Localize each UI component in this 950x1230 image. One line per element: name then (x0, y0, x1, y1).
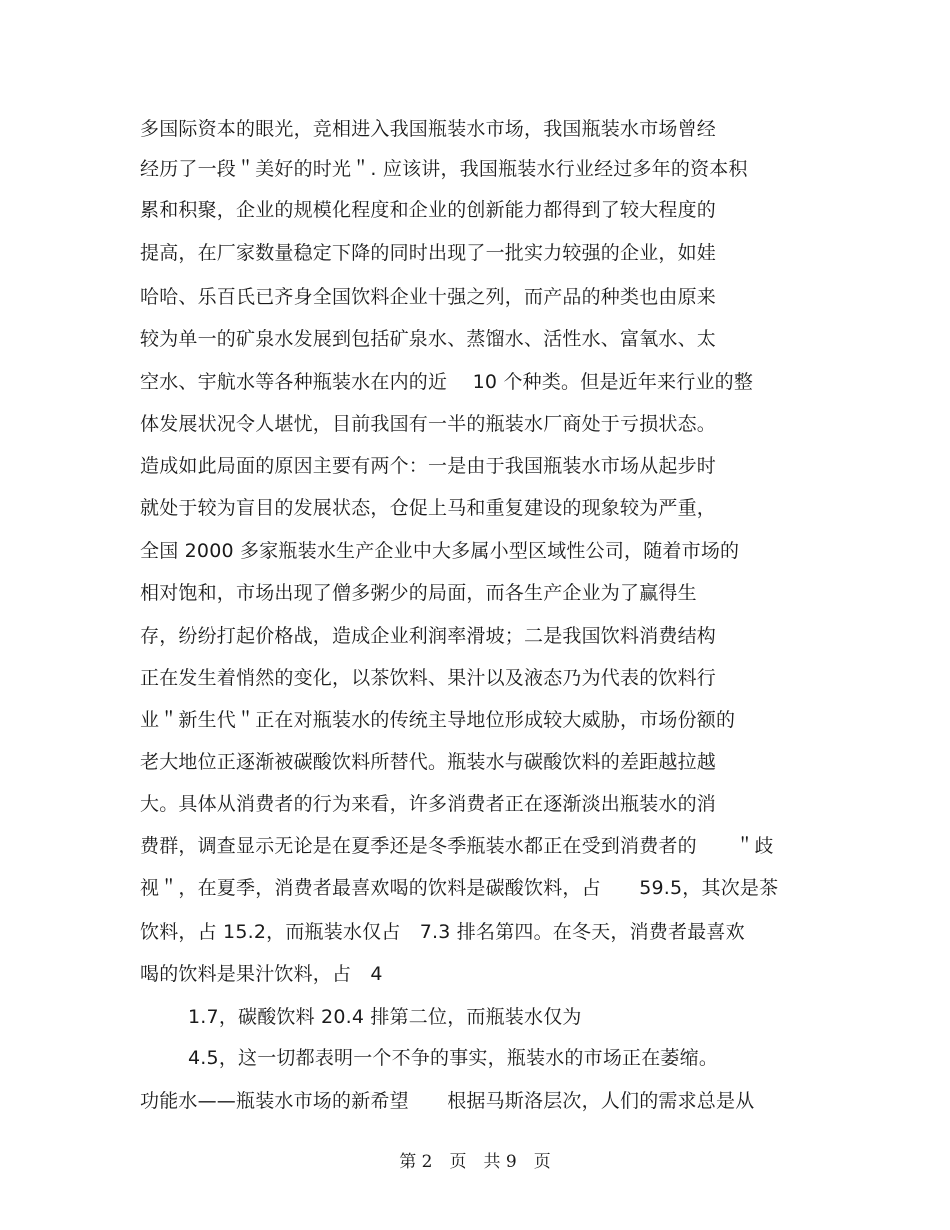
text-line-24: 功能水——瓶装水市场的新希望 根据马斯洛层次，人们的需求总是从 (140, 1090, 755, 1112)
text-line-9: 造成如此局面的原因主要有两个：一是由于我国瓶装水市场从起步时 (140, 455, 717, 477)
text-line-19: 视＂，在夏季，消费者最喜欢喝的饮料是碳酸饮料，占 59.5，其次是茶 (140, 877, 779, 899)
text-line-7: 空水、宇航水等各种瓶装水在内的近 10 个种类。但是近年来行业的整 (140, 371, 754, 393)
text-line-22: 1.7，碳酸饮料 20.4 排第二位，而瓶装水仅为 (188, 1006, 582, 1028)
text-line-14: 正在发生着悄然的变化，以茶饮料、果汁以及液态乃为代表的饮料行 (140, 667, 717, 689)
text-line-11: 全国 2000 多家瓶装水生产企业中大多属小型区域性公司，随着市场的 (140, 540, 740, 562)
text-line-18: 费群，调查显示无论是在夏季还是冬季瓶装水都正在受到消费者的 ＂歧 (140, 835, 774, 857)
text-line-20: 饮料，占 15.2，而瓶装水仅占 7.3 排名第四。在冬天，消费者最喜欢 (140, 921, 745, 943)
text-line-8: 体发展状况令人堪忧，目前我国有一半的瓶装水厂商处于亏损状态。 (140, 413, 717, 435)
text-line-5: 哈哈、乐百氏已齐身全国饮料企业十强之列，而产品的种类也由原来 (140, 286, 717, 308)
text-line-6: 较为单一的矿泉水发展到包括矿泉水、蒸馏水、活性水、富氧水、太 (140, 328, 717, 350)
text-line-13: 存，纷纷打起价格战，造成企业利润率滑坡；二是我国饮料消费结构 (140, 625, 717, 647)
text-line-16: 老大地位正逐渐被碳酸饮料所替代。瓶装水与碳酸饮料的差距越拉越 (140, 751, 717, 773)
text-line-3: 累和积聚，企业的规模化程度和企业的创新能力都得到了较大程度的 (140, 199, 717, 221)
text-line-10: 就处于较为盲目的发展状态，仓促上马和重复建设的现象较为严重， (140, 497, 717, 519)
text-line-15: 业＂新生代＂正在对瓶装水的传统主导地位形成较大威胁，市场份额的 (140, 709, 736, 731)
text-line-4: 提高，在厂家数量稳定下降的同时出现了一批实力较强的企业，如娃 (140, 242, 717, 264)
text-line-21: 喝的饮料是果汁饮料，占 4 (140, 963, 383, 985)
text-line-1: 多国际资本的眼光，竞相进入我国瓶装水市场，我国瓶装水市场曾经 (140, 118, 717, 140)
text-line-17: 大。具体从消费者的行为来看，许多消费者正在逐渐淡出瓶装水的消 (140, 793, 717, 815)
text-line-2: 经历了一段＂美好的时光＂. 应该讲，我国瓶装水行业经过多年的资本积 (140, 158, 748, 180)
text-line-12: 相对饱和，市场出现了僧多粥少的局面，而各生产企业为了赢得生 (140, 582, 697, 604)
page-number-footer: 第 2 页 共 9 页 (399, 1152, 551, 1172)
text-line-23: 4.5，这一切都表明一个不争的事实，瓶装水的市场正在萎缩。 (188, 1047, 719, 1069)
